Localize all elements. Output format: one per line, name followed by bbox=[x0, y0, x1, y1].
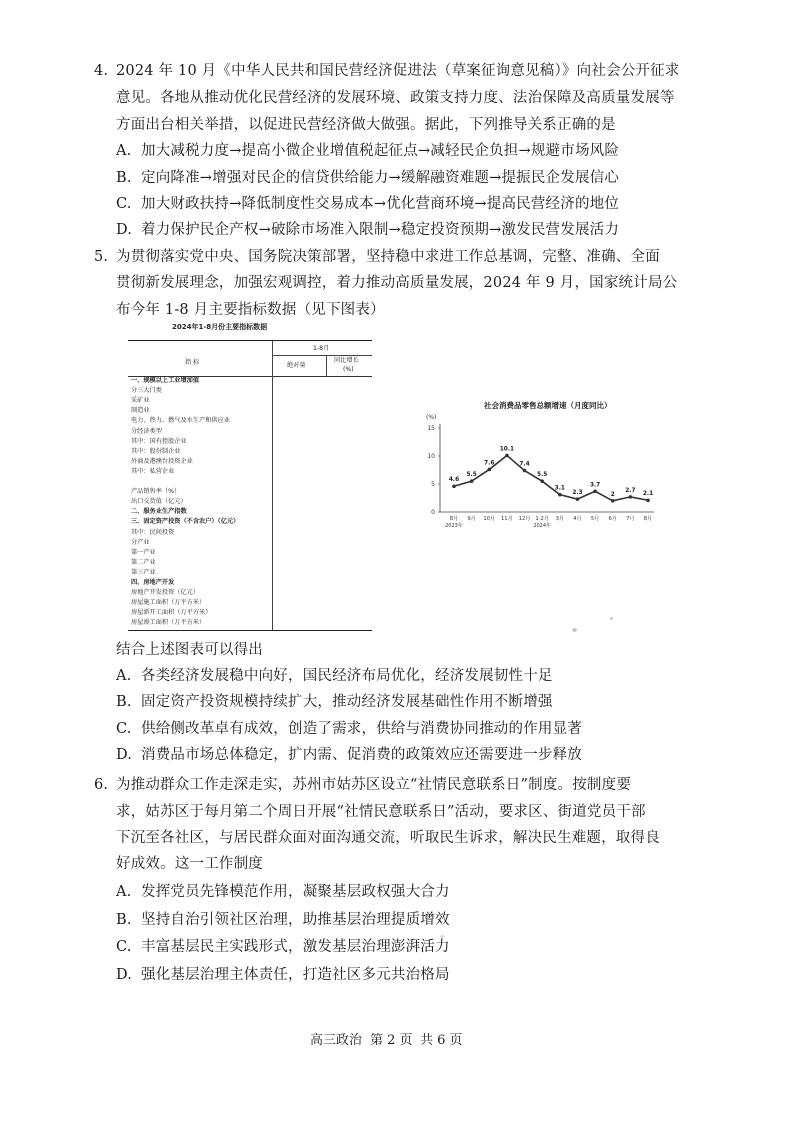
data-label: 2.7 bbox=[625, 487, 636, 494]
data-label: 5.5 bbox=[537, 472, 548, 479]
table-row-name: 产品销售率（%） bbox=[131, 488, 181, 496]
y-tick-label: 0 bbox=[431, 509, 435, 516]
table-row-name: 出口交货值（亿元） bbox=[131, 498, 187, 506]
y-tick-label: 15 bbox=[427, 425, 435, 432]
table-row-name: 房屋施工面积（万平方米） bbox=[131, 599, 206, 607]
table-row-name: 外商及港澳台投资企业 bbox=[131, 457, 193, 465]
table-bottom-rule bbox=[128, 630, 372, 631]
footer-subject: 高三政治 bbox=[310, 1033, 363, 1048]
y-tick-label: 5 bbox=[431, 481, 435, 488]
table-row-name: 其中：民间投资 bbox=[131, 528, 175, 536]
data-label: 2.1 bbox=[642, 491, 654, 498]
table-row-name: 房地产开发投资（亿元） bbox=[131, 589, 200, 597]
data-label: 2 bbox=[610, 491, 615, 498]
option-text: 各类经济发展稳中向好，国民经济布局优化，经济发展韧性十足 bbox=[141, 668, 553, 684]
option-label: D. bbox=[116, 747, 133, 763]
question-stem-line: 意见。各地从推动优化民营经济的发展环境、政策支持力度、法治保障及高质量发展等 bbox=[116, 90, 675, 106]
option-label: A. bbox=[116, 884, 132, 900]
data-label: 3.1 bbox=[554, 485, 565, 492]
data-point bbox=[611, 499, 615, 503]
data-point bbox=[593, 489, 597, 493]
question-stem-line: 贯彻新发展理念，加强宏观调控，着力推动高质量发展，2024 年 9 月，国家统计局公 bbox=[116, 275, 678, 291]
option-text: 定向降准→增强对民企的信贷供给能力→缓解融资难题→提振民企发展信心 bbox=[141, 170, 620, 186]
x-tick-label: 1-2月 bbox=[535, 516, 550, 522]
x-tick-label: 5月 bbox=[590, 516, 600, 522]
question-stem-line: 下沉至各社区，与居民群众面对面沟通交流，听取民生诉求，解决民生难题，取得良 bbox=[116, 830, 660, 846]
year-label: 2023年 bbox=[445, 523, 463, 529]
option-label: A. bbox=[116, 668, 132, 684]
option-label: B. bbox=[116, 170, 132, 186]
data-point bbox=[540, 479, 544, 483]
line-chart bbox=[418, 408, 678, 548]
table-row-name: 分三大门类 bbox=[131, 387, 162, 395]
option-text: 加大财政扶持→降低制度性交易成本→优化营商环境→提高民营经济的地位 bbox=[141, 196, 620, 212]
table-row-name: 电力、热力、燃气及水生产和供应业 bbox=[131, 417, 230, 425]
table-row-name: 三、固定资产投资（不含农户）（亿元） bbox=[131, 518, 240, 526]
question-stem-line: 求，姑苏区于每月第二个周日开展“社情民意联系日”活动，要求区、街道党员干部 bbox=[116, 804, 646, 820]
data-point bbox=[505, 454, 509, 458]
data-label: 2.3 bbox=[572, 490, 583, 497]
table-row-name: 第一产业 bbox=[131, 548, 156, 556]
data-label: 10.1 bbox=[499, 446, 515, 453]
option-label: A. bbox=[116, 143, 132, 159]
question-number: 6. bbox=[94, 777, 109, 793]
table-row-name: 第三产业 bbox=[131, 568, 156, 576]
table-title: 2024年1-8月份主要指标数据 bbox=[172, 323, 268, 331]
x-tick-label: 8月 bbox=[449, 516, 459, 522]
table-row-name: 采矿业 bbox=[131, 397, 150, 405]
table-row-name: 分经济类型 bbox=[131, 427, 162, 435]
data-point bbox=[629, 495, 633, 499]
x-tick-label: 9月 bbox=[467, 516, 476, 522]
x-tick-label: 10月 bbox=[483, 516, 496, 522]
data-point bbox=[523, 469, 527, 473]
table-row-name: 第二产业 bbox=[131, 558, 156, 566]
data-point bbox=[558, 493, 562, 497]
table-period-header: 1-8月 bbox=[313, 345, 330, 352]
table-row-name: 分产业 bbox=[131, 538, 150, 546]
option-text: 发挥党员先锋模范作用，凝聚基层政权强大合力 bbox=[141, 884, 450, 900]
option-label: D. bbox=[116, 222, 133, 238]
table-row-name: 房屋竣工面积（万平方米） bbox=[131, 619, 206, 627]
data-point bbox=[470, 479, 474, 483]
option-label: B. bbox=[116, 694, 132, 710]
option-text: 固定资产投资规模持续扩大，推动经济发展基础性作用不断增强 bbox=[141, 694, 553, 710]
year-label: 2024年 bbox=[533, 523, 552, 529]
table-row-name: 制造业 bbox=[131, 407, 150, 415]
x-tick-label: 6月 bbox=[608, 516, 617, 522]
option-text: 丰富基层民主实践形式，激发基层治理澎湃活力 bbox=[141, 939, 450, 955]
table-row-name: 其中：国有控股企业 bbox=[131, 437, 187, 445]
question-stem-line: 好成效。这一工作制度 bbox=[116, 856, 263, 872]
table-row-name: 其中：股份制企业 bbox=[131, 447, 181, 455]
question-stem-line: 方面出台相关举措，以促进民营经济做大做强。据此，下列推导关系正确的是 bbox=[116, 117, 616, 133]
y-axis-label: (%) bbox=[426, 414, 437, 421]
option-label: C. bbox=[116, 939, 132, 955]
data-label: 3.7 bbox=[589, 482, 601, 489]
option-label: D. bbox=[116, 967, 133, 983]
option-text: 强化基层治理主体责任，打造社区多元共治格局 bbox=[141, 967, 450, 983]
data-point bbox=[452, 484, 456, 488]
footer-total: 共 6 页 bbox=[420, 1033, 463, 1048]
scan-speck bbox=[572, 628, 577, 632]
question-stem-line: 为贯彻落实党中央、国务院决策部署，坚持稳中求进工作总基调，完整、准确、全面 bbox=[116, 249, 660, 265]
table-abs-header: 绝对量 bbox=[287, 362, 306, 369]
option-label: C. bbox=[116, 196, 132, 212]
table-row-name: 房屋新开工面积（万平方米） bbox=[131, 609, 212, 617]
option-text: 消费品市场总体稳定，扩内需、促消费的政策效应还需要进一步释放 bbox=[141, 747, 582, 763]
footer-page: 第 2 页 bbox=[370, 1033, 413, 1048]
table-indicator-header: 指 标 bbox=[185, 359, 200, 366]
table-col-divider bbox=[326, 356, 327, 376]
question-prompt: 结合上述图表可以得出 bbox=[116, 642, 263, 658]
option-text: 着力保护民企产权→破除市场准入限制→稳定投资预期→激发民营发展活力 bbox=[141, 222, 620, 238]
table-col-divider bbox=[272, 341, 273, 630]
x-tick-label: 4月 bbox=[573, 516, 582, 522]
table-top-rule bbox=[128, 340, 372, 341]
data-point bbox=[646, 498, 650, 502]
question-stem-line: 2024 年 10 月《中华人民共和国民营经济促进法（草案征询意见稿）》向社会公开征求 bbox=[116, 63, 680, 79]
question-number: 5. bbox=[94, 249, 109, 265]
y-tick-label: 10 bbox=[427, 453, 435, 460]
x-tick-label: 11月 bbox=[501, 516, 513, 522]
table-row-name: 其中：私营企业 bbox=[131, 467, 175, 475]
chart-title: 社会消费品零售总额增速（月度同比） bbox=[484, 401, 612, 410]
scan-speck bbox=[425, 895, 431, 898]
option-text: 坚持自治引领社区治理，助推基层治理提质增效 bbox=[141, 912, 450, 928]
x-tick-label: 3月 bbox=[555, 516, 565, 522]
table-row-name: 一、规模以上工业增加值 bbox=[131, 377, 200, 384]
data-label: 5.5 bbox=[466, 472, 477, 479]
x-tick-label: 7月 bbox=[626, 516, 635, 522]
scan-speck bbox=[610, 617, 613, 620]
question-number: 4. bbox=[94, 63, 109, 79]
data-label: 4.6 bbox=[448, 477, 460, 484]
data-point bbox=[576, 497, 580, 501]
option-label: B. bbox=[116, 912, 132, 928]
data-point bbox=[487, 468, 491, 472]
question-stem-line: 布今年 1-8 月主要指标数据（见下图表） bbox=[116, 302, 385, 318]
option-text: 加大减税力度→提高小微企业增值税起征点→减轻民企负担→规避市场风险 bbox=[141, 143, 620, 159]
series-line bbox=[454, 455, 648, 500]
table-growth-header: 同比增长 bbox=[334, 357, 359, 364]
option-text: 供给侧改革卓有成效，创造了需求，供给与消费协同推动的作用显著 bbox=[141, 721, 582, 737]
table-subhead-rule bbox=[272, 355, 372, 356]
question-stem-line: 为推动群众工作走深走实，苏州市姑苏区设立“社情民意联系日”制度。按制度要 bbox=[116, 777, 632, 793]
scan-speck bbox=[440, 935, 445, 938]
data-label: 7.4 bbox=[519, 461, 530, 468]
table-row-name: 四、房地产开发 bbox=[131, 579, 175, 586]
x-tick-label: 12月 bbox=[518, 516, 531, 522]
option-label: C. bbox=[116, 721, 132, 737]
table-unit-header: (%) bbox=[343, 366, 354, 373]
table-row-name: 二、服务业生产指数 bbox=[131, 508, 187, 516]
x-tick-label: 8月 bbox=[643, 516, 653, 522]
data-label: 7.6 bbox=[484, 460, 495, 467]
